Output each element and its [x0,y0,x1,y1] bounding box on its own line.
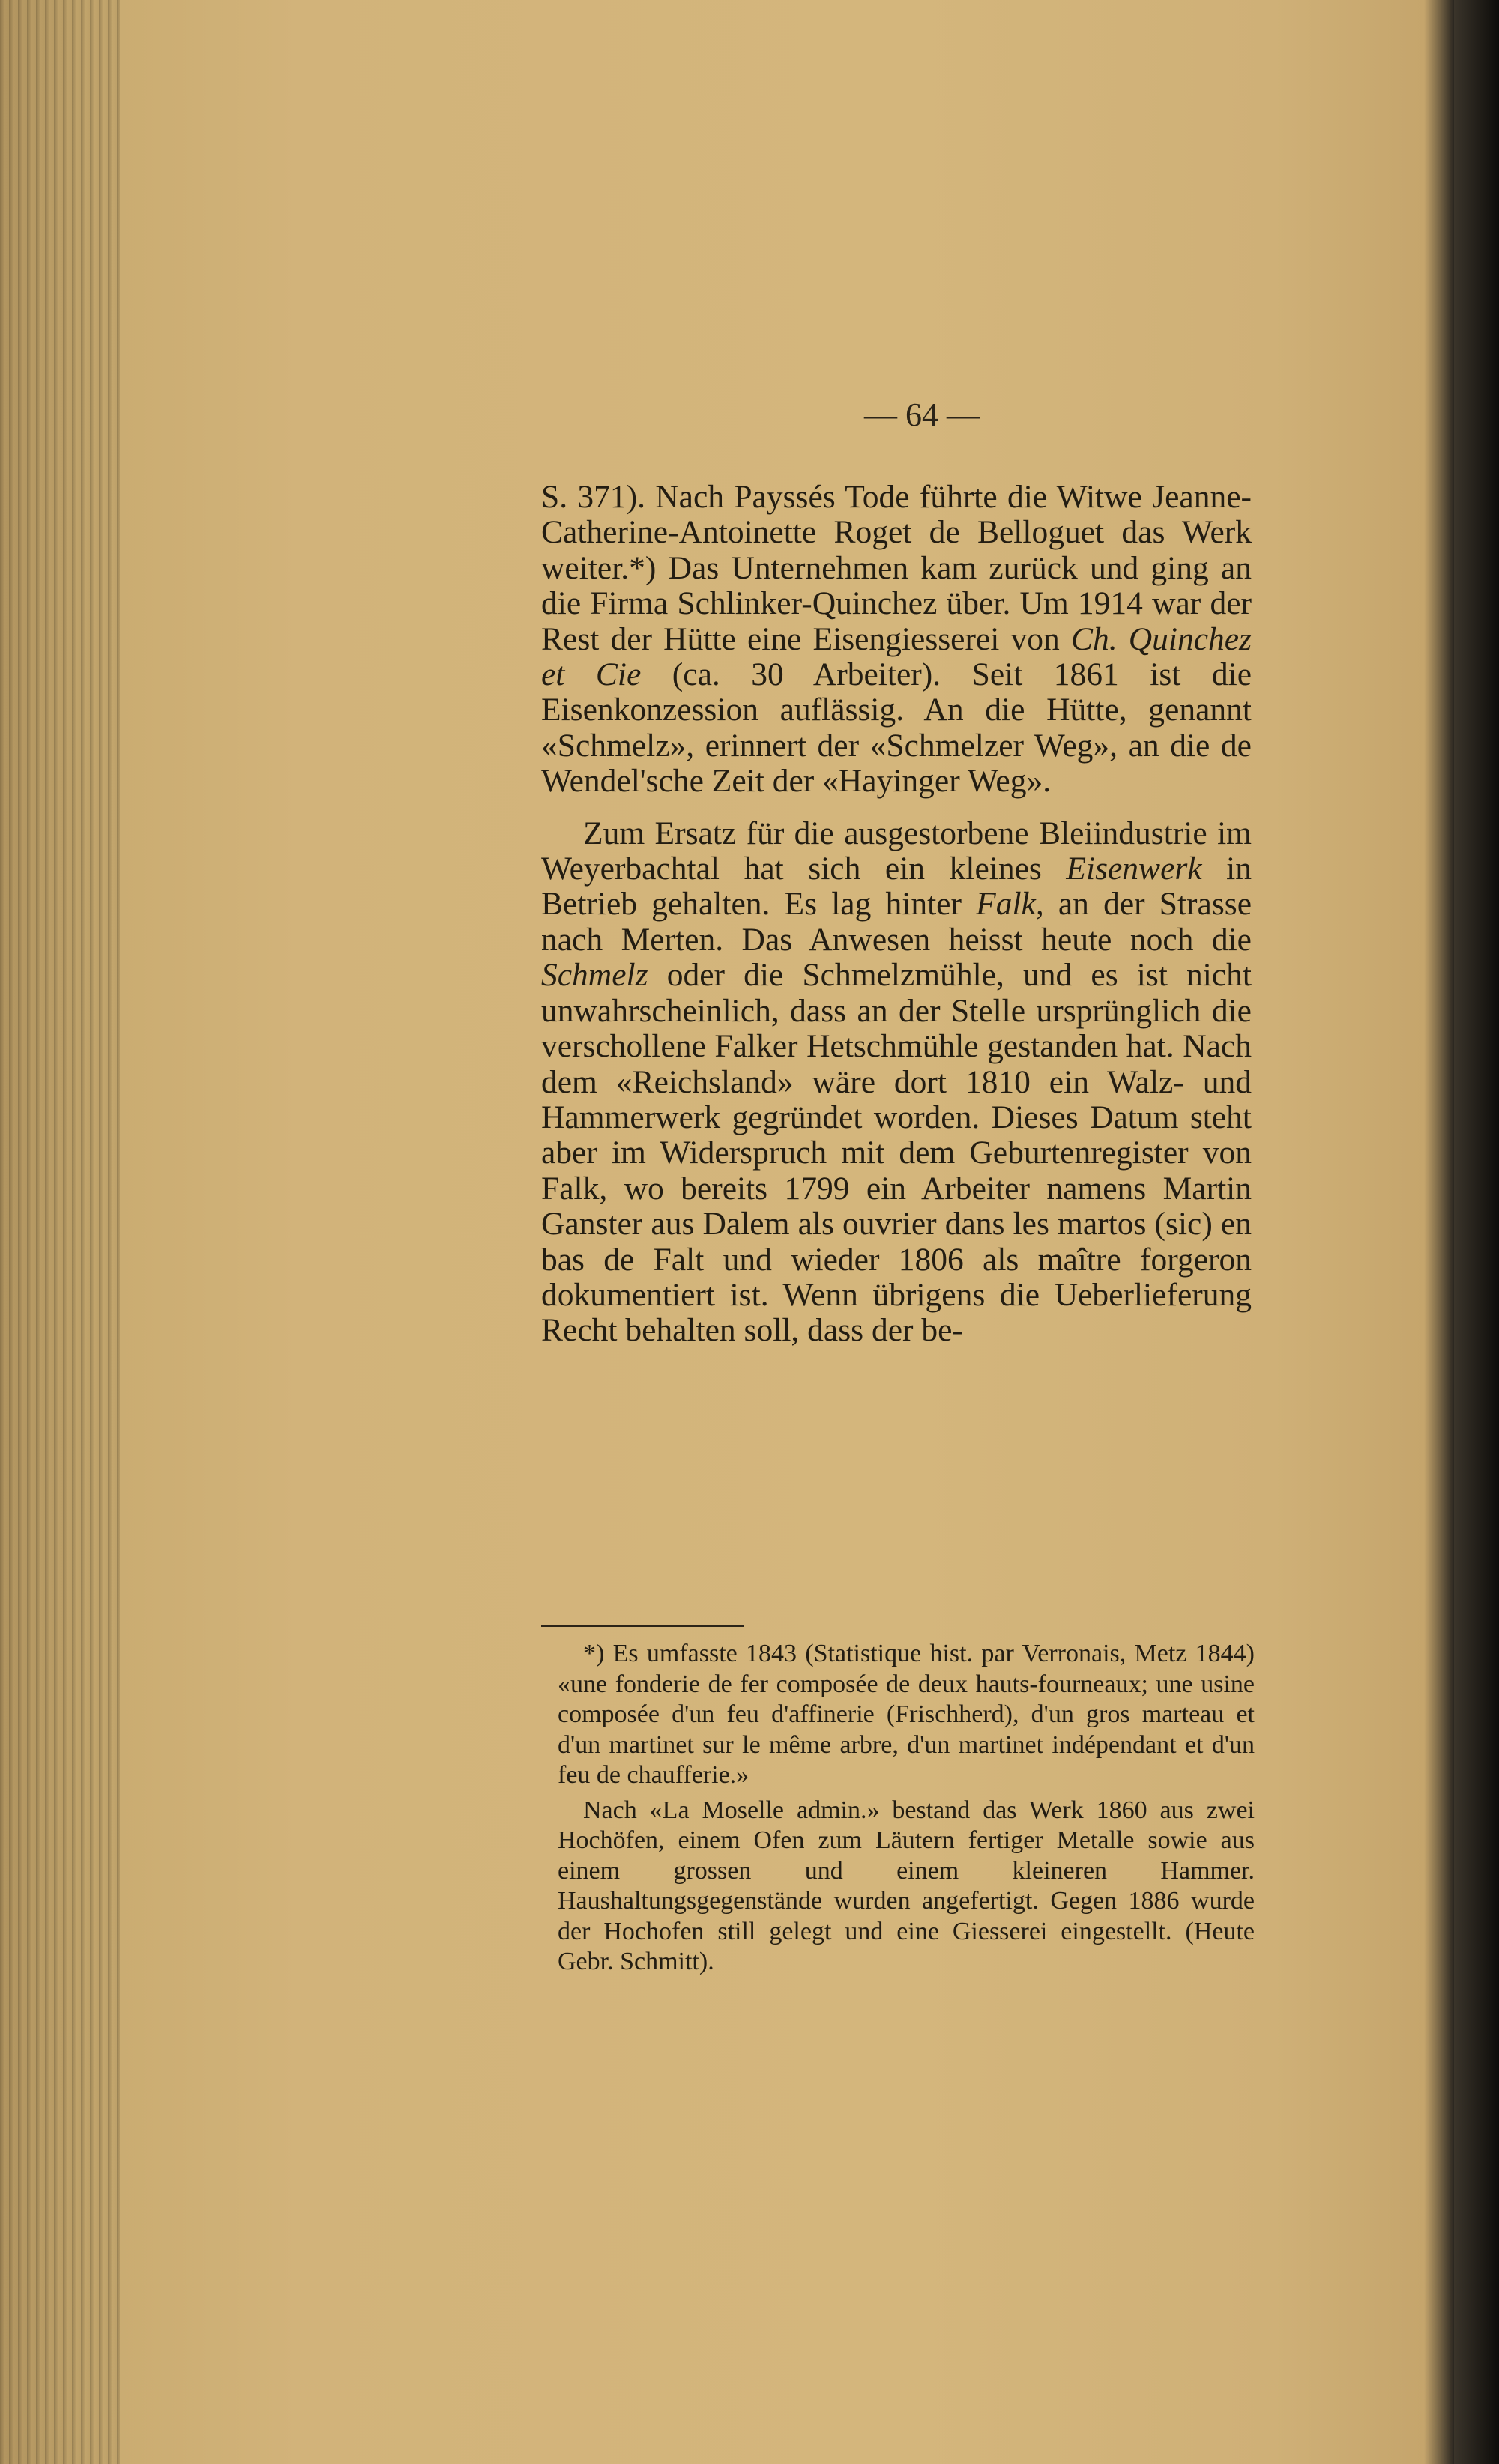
paragraph-2: Zum Ersatz für die ausgestorbene Bleiindustrie im Weyerbachtal hat sich ein kleines Eisenwerk in Betrieb gehalten. Es lag hinter Falk, an der Strasse nach Merten. Das Anwesen heisst heute noch die Schmelz oder die Schmelzmühle, und es ist nicht unwahrscheinlich, dass an der Stelle ursprünglich die verschollene Falker Hetschmühle gestanden hat. Nach dem «Reichsland» wäre dort 1810 ein Walz- und Hammerwerk gegründet worden. Dieses Datum steht aber im Widerspruch mit dem Geburtenregister von Falk, wo bereits 1799 ein Arbeiter namens Martin Ganster aus Dalem als ouvrier dans les martos (sic) en bas de Falt und wieder 1806 als maître forgeron dokumentiert ist. Wenn übrigens die Ueberlieferung Recht behalten soll, dass der be- [541,815,1252,1349]
page-edge [1454,0,1499,2464]
main-text [541,480,1252,1349]
italic-name: Ch. Quinchez et Cie [541,620,1252,693]
page-number: — 64 — [864,396,980,433]
footnote-rule [541,1625,744,1627]
italic-term: Eisenwerk [1066,851,1202,887]
italic-place: Falk, [976,886,1044,923]
paragraph-1: S. 371). Nach Payssés Tode führte die Witwe Jeanne-Catherine-Antoinette Roget de Belloguet das Werk weiter.*) Das Unternehmen kam zurück und ging an die Firma Schlinker-Quinchez über. Um 1914 war der Rest der Hütte eine Eisengiesserei von Ch. Quinchez et Cie (ca. 30 Arbeiter). Seit 1861 ist die Eisenkonzession auflässig. An die Hütte, genannt «Schmelz», erinnert der «Schmelzer Weg», an die de Wendel'sche Zeit der «Hayinger Weg». [541,479,1252,800]
book-spine [0,0,120,2464]
footnotes [558,1639,1255,1978]
footnote-2: Nach «La Moselle admin.» bestand das Werk 1860 aus zwei Hochöfen, einem Ofen zum Läutern fertiger Metalle sowie aus einem grossen und einem kleineren Hammer. Haushaltungsgegenstände wurden angefertigt. Gegen 1886 wurde der Hochofen still gelegt und eine Giesserei eingestellt. (Heute Gebr. Schmitt). [558,1796,1255,1975]
italic-place-2: Schmelz [541,957,648,994]
footnote-1: *) Es umfasste 1843 (Statistique hist. par Verronais, Metz 1844) «une fonderie de fer composée de deux hauts-fourneaux; une usine composée d'un feu d'affinerie (Frischherd), d'un gros marteau et d'un martinet sur le même arbre, d'un martinet indépendant et d'un feu de chaufferie.» [558,1640,1255,1789]
